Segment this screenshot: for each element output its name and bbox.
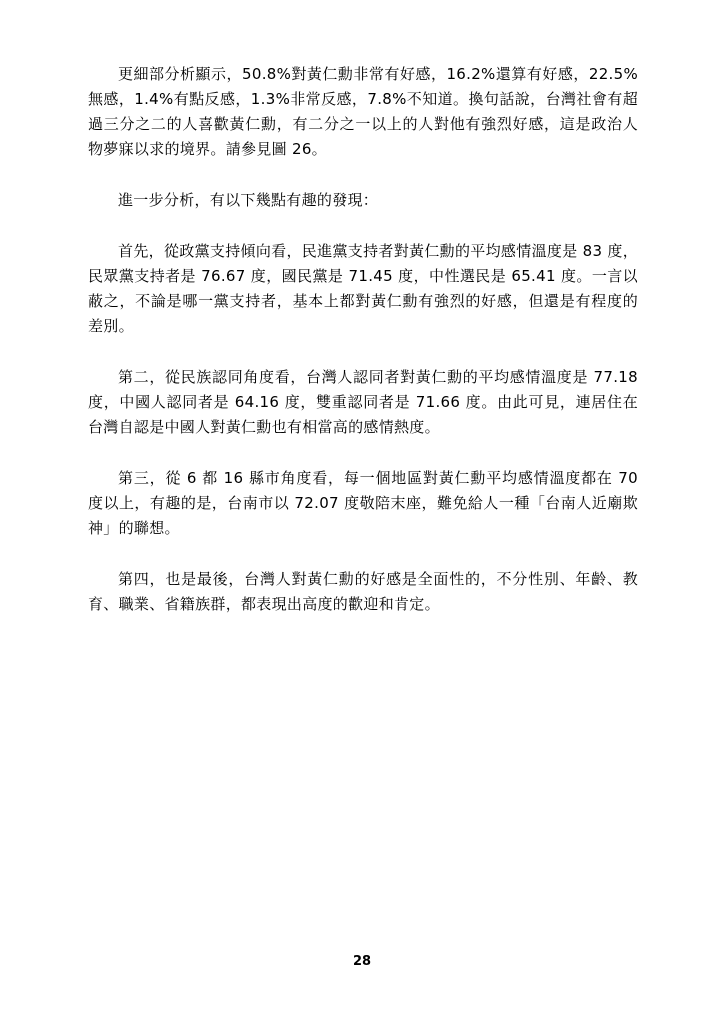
paragraph-sentiment-breakdown: 更細部分析顯示，50.8%對黃仁勳非常有好感，16.2%還算有好感，22.5%無感，1.4%有點反感，1.3%非常反感，7.8%不知道。換句話說，台灣社會有超過三分之二的人喜歡黃仁勳，有二分之一以上的人對他有強烈好感，這是政治人物夢寐以求的境界。請參見圖 26。 [88,65,638,158]
paragraph-national-identity: 第二，從民族認同角度看，台灣人認同者對黃仁勳的平均感情溫度是 77.18 度，中國人認同者是 64.16 度，雙重認同者是 71.66 度。由此可見，連居住在台灣自認是中國人對黃仁勳也有相當高的感情熱度。 [88,368,638,436]
page-number: 28 [352,954,372,969]
paragraph-intro-findings: 進一步分析，有以下幾點有趣的發現： [118,191,379,209]
paragraph-conclusion: 第四，也是最後，台灣人對黃仁勳的好感是全面性的，不分性別、年齡、教育、職業、省籍族群，都表現出高度的歡迎和肯定。 [88,570,638,613]
paragraph-regional: 第三，從 6 都 16 縣市角度看，每一個地區對黃仁勳平均感情溫度都在 70 度以上，有趣的是，台南市以 72.07 度敬陪末座，難免給人一種「台南人近廟欺神」的聯想。 [88,469,638,537]
paragraph-party-support: 首先，從政黨支持傾向看，民進黨支持者對黃仁勳的平均感情溫度是 83 度，民眾黨支持者是 76.67 度，國民黨是 71.45 度，中性選民是 65.41 度。一言以蔽之，不論是哪一黨支持者，基本上都對黃仁勳有強烈的好感，但還是有程度的差別。 [88,242,638,335]
body-text [88,62,638,643]
